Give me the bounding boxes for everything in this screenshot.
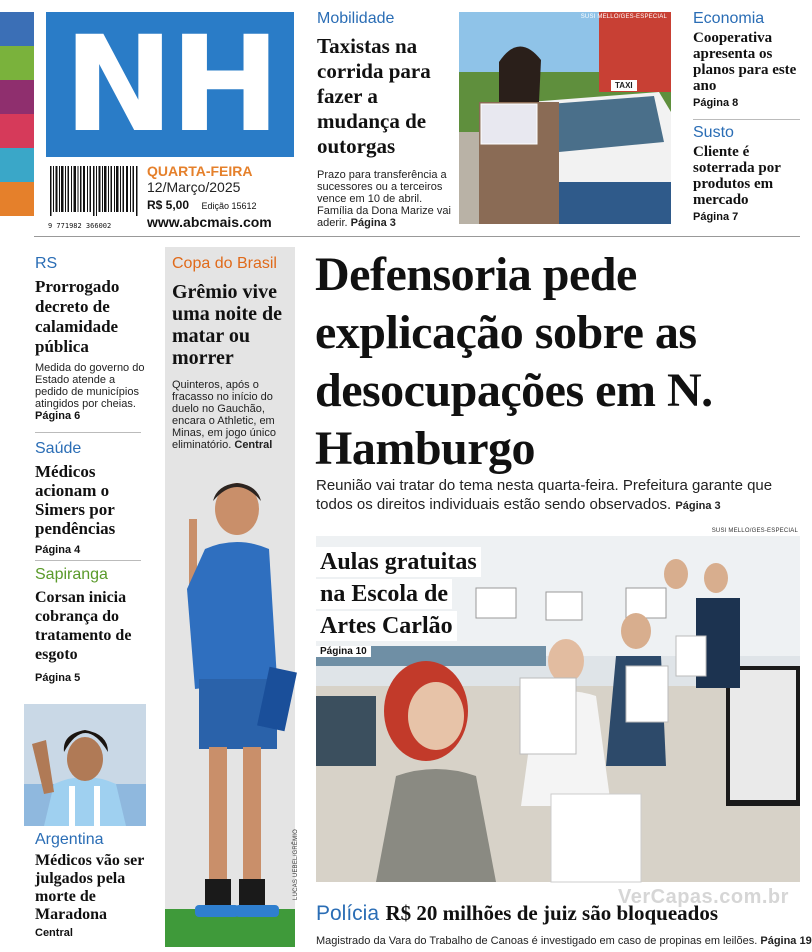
taxi-sign: TAXI	[611, 80, 637, 91]
masthead-logo[interactable]: NH	[46, 12, 294, 157]
color-strip	[0, 12, 34, 216]
left-story-saude[interactable]	[35, 440, 147, 556]
sapiranga-kicker: Sapiranga	[35, 566, 108, 583]
left-story-sapiranga[interactable]	[35, 566, 147, 684]
weekday: QUARTA-FEIRA	[147, 163, 253, 179]
argentina-kicker: Argentina	[35, 831, 104, 848]
top-story-page: Página 3	[350, 217, 396, 229]
barcode	[48, 166, 140, 230]
price: R$ 5,00	[147, 198, 190, 212]
top-divider	[34, 236, 800, 237]
classroom-photo-credit: SUSI MELLO/GES-ESPECIAL	[711, 528, 798, 534]
website-link[interactable]: www.abcmais.com	[147, 214, 272, 230]
top-story-summary: Prazo para transferência a sucessores ou a terceiros vence em 10 de abril. Família da Dona Marize vai aderir.	[317, 169, 451, 229]
edition: Edição 15612	[201, 201, 257, 211]
photo-story-headline[interactable]	[316, 547, 516, 659]
coach-photo-credit: LUCAS UEBEL/GRÊMIO	[293, 829, 299, 900]
rs-page: Página 6	[35, 410, 81, 422]
left-story-argentina[interactable]	[35, 831, 147, 939]
divider	[35, 432, 141, 433]
sport-summary: Quinteros, após o fracasso no início do duelo no Gauchão, encara o Athletic, em Minas, em jogo único eliminatório.	[172, 379, 276, 451]
economia-page: Página 8	[693, 97, 739, 109]
top-right-economia[interactable]	[693, 10, 800, 109]
coach-photo	[165, 479, 299, 947]
sapiranga-headline: Corsan inicia cobrança do tratamento de esgoto	[35, 589, 132, 663]
rs-headline: Prorrogado decreto de calamidade pública	[35, 277, 120, 356]
top-story-kicker: Mobilidade	[317, 10, 395, 27]
photo-story-line-3: Artes Carlão	[316, 611, 457, 641]
sport-headline: Grêmio vive uma noite de matar ou morrer	[172, 281, 282, 369]
bottom-story-summary: Magistrado da Vara do Trabalho de Canoas é investigado em caso de propinas em leilões.	[316, 935, 758, 947]
main-story-summary: Reunião vai tratar do tema nesta quarta-feira. Prefeitura garante que todos os direitos individuais estão sendo observados.	[316, 477, 773, 513]
masthead-date-block	[147, 163, 297, 230]
main-story-deck	[316, 476, 800, 516]
economia-headline: Cooperativa apresenta os planos para este ano	[693, 30, 797, 94]
top-right-susto[interactable]	[693, 124, 800, 223]
sapiranga-page: Página 5	[35, 672, 81, 684]
maradona-photo	[24, 704, 146, 826]
bottom-story-kicker: Polícia	[316, 902, 380, 925]
bottom-story-headline: R$ 20 milhões de juiz são bloqueados	[385, 901, 719, 925]
main-headline[interactable]: Defensoria pede explicação sobre as desocupações em N. Hamburgo	[315, 248, 713, 475]
susto-page: Página 7	[693, 211, 739, 223]
barcode-number: 9 771982 366002	[48, 222, 112, 230]
taxi-photo-credit: SUSI MELLO/GES-ESPECIAL	[580, 14, 667, 20]
left-story-rs[interactable]	[35, 255, 147, 422]
taxi-photo	[459, 12, 671, 224]
sport-box[interactable]	[165, 247, 299, 947]
sport-page: Central	[234, 439, 273, 451]
saude-kicker: Saúde	[35, 440, 82, 457]
rs-kicker: RS	[35, 255, 58, 272]
top-story-headline: Taxistas na corrida para fazer a mudança de outorgas	[317, 34, 431, 158]
rs-summary: Medida do governo do Estado atende a pedido de municípios atingidos por cheias.	[35, 362, 145, 410]
photo-story-page: Página 10	[316, 646, 371, 657]
susto-kicker: Susto	[693, 124, 734, 141]
photo-story-line-1: Aulas gratuitas	[316, 547, 481, 577]
photo-story-line-2: na Escola de	[316, 579, 452, 609]
saude-page: Página 4	[35, 544, 81, 556]
divider	[35, 560, 141, 561]
date: 12/Março/2025	[147, 179, 241, 195]
top-story[interactable]	[317, 10, 455, 229]
watermark: VerCapas.com.br	[618, 886, 789, 908]
economia-kicker: Economia	[693, 10, 765, 27]
main-story-page: Página 3	[675, 500, 721, 512]
sport-kicker: Copa do Brasil	[172, 255, 277, 272]
susto-headline: Cliente é soterrada por produtos em mercado	[693, 144, 781, 208]
argentina-page: Central	[35, 927, 73, 939]
argentina-headline: Médicos vão ser julgados pela morte de Maradona	[35, 852, 145, 923]
divider	[693, 119, 800, 120]
bottom-story-page: Página 19	[760, 935, 812, 947]
saude-headline: Médicos acionam o Simers por pendências	[35, 462, 116, 538]
